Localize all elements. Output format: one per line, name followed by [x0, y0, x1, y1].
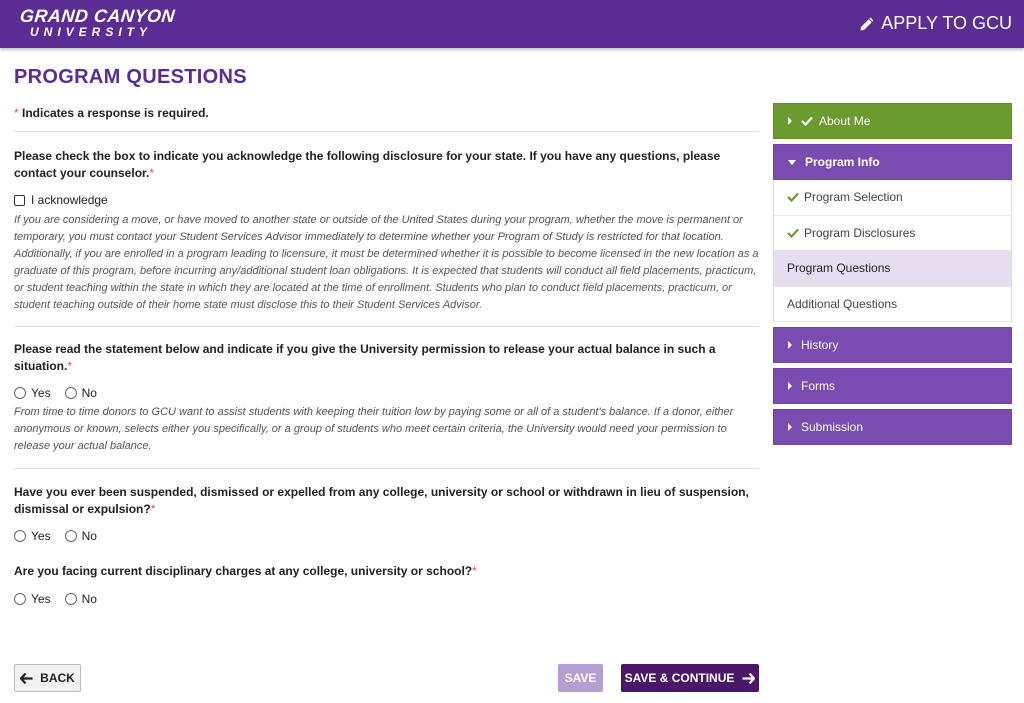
additional-questions-label: Additional Questions: [787, 296, 898, 311]
caret-right-icon: [788, 382, 792, 390]
check-icon: [801, 116, 813, 126]
program-info-label: Program Info: [805, 155, 880, 169]
sidebar-item-about-me[interactable]: [773, 103, 1012, 139]
acknowledge-label: I acknowledge: [31, 193, 108, 207]
required-star: *: [472, 564, 477, 578]
question-text: [14, 148, 759, 182]
check-icon: [787, 228, 799, 238]
disciplinary-yes[interactable]: [14, 592, 51, 606]
question-text: [14, 484, 759, 518]
caret-right-icon: [788, 341, 792, 349]
sidebar-sub-program-questions[interactable]: [773, 251, 1012, 287]
arrow-right-icon: [742, 673, 755, 684]
page-title: PROGRAM QUESTIONS: [14, 66, 247, 88]
pencil-icon: [859, 16, 875, 32]
required-star: *: [150, 502, 156, 516]
forms-label: Forms: [801, 379, 835, 393]
no-label: No: [81, 529, 97, 543]
radio-yes[interactable]: [14, 530, 26, 542]
required-note: [14, 104, 759, 132]
required-star: *: [67, 359, 73, 373]
question-state-disclosure: [14, 132, 759, 314]
sidebar-sub-program-disclosures[interactable]: [773, 216, 1012, 252]
sidebar-item-forms[interactable]: [773, 368, 1012, 404]
logo-line-1: GRAND CANYON: [18, 6, 177, 26]
apply-to-gcu-link[interactable]: [859, 13, 1012, 34]
balance-disclosure-text: From time to time donors to GCU want to assist students with keeping their tuition low by paying some or all of a student's balance. If a donor, either anonymous or known, selects either you specifically, or a group of students who meet certain criteria, the University would need your permission to release your actual balance.: [14, 406, 734, 452]
acknowledge-option[interactable]: [14, 193, 759, 207]
suspension-radio-group: [14, 529, 759, 543]
disciplinary-radio-group: [14, 592, 759, 606]
question-3-label: Have you ever been suspended, dismissed or expelled from any college, university or school or withdrawn in lieu of suspension, dismissal or expulsion?: [14, 485, 749, 516]
yes-label: Yes: [31, 592, 51, 606]
balance-release-radio-group: [14, 386, 759, 400]
question-text: [14, 563, 759, 580]
disciplinary-no[interactable]: [65, 592, 97, 606]
suspension-no[interactable]: [65, 529, 97, 543]
sidebar-item-history[interactable]: [773, 327, 1012, 363]
arrow-left-icon: [20, 673, 33, 684]
radio-no[interactable]: [65, 530, 77, 542]
radio-yes[interactable]: [14, 593, 26, 605]
program-questions-form: [14, 104, 759, 606]
program-questions-label: Program Questions: [787, 261, 891, 276]
about-me-label: About Me: [819, 114, 871, 128]
radio-no[interactable]: [65, 593, 77, 605]
caret-right-icon: [788, 423, 792, 431]
state-disclosure-text: If you are considering a move, or have moved to another state or outside of the United States during your program, whether the move is permanent or temporary, you must contact your Student Services Advisor immediately to determine whether your Program of Study is restricted for that location. Additionally, if you are enrolled in a program leading to licensure, it must be determined whether it is possible to become licensed in the new location as a graduate of this program, before incurring any/additional student loan obligations. It is expected that students will conduct all field placements, practicum, or student teaching within the state in which they are located at the time of enrollment. Students who plan to conduct field placements, practicum, or student teaching outside of their home state must disclose this to their Student Services Advisor.: [14, 214, 759, 311]
question-2-label: Please read the statement below and indicate if you give the University permission to release your actual balance in such a situation.: [14, 342, 716, 373]
balance-release-no[interactable]: [65, 386, 97, 400]
acknowledge-checkbox[interactable]: [14, 195, 25, 206]
sidebar-item-submission[interactable]: [773, 409, 1012, 445]
apply-label: APPLY TO GCU: [881, 13, 1012, 33]
no-label: No: [81, 592, 97, 606]
question-balance-release: [14, 327, 759, 455]
suspension-yes[interactable]: [14, 529, 51, 543]
history-label: History: [801, 338, 839, 352]
caret-down-icon: [788, 160, 796, 165]
radio-no[interactable]: [65, 387, 77, 399]
back-button[interactable]: [14, 664, 81, 692]
submission-label: Submission: [801, 420, 864, 434]
radio-yes[interactable]: [14, 387, 26, 399]
save-button[interactable]: [558, 664, 603, 692]
gcu-logo[interactable]: [20, 7, 175, 38]
question-text: [14, 341, 759, 375]
sidebar-item-program-info[interactable]: [773, 144, 1012, 180]
required-star: *: [149, 166, 155, 180]
yes-label: Yes: [31, 529, 51, 543]
save-label: SAVE: [564, 671, 597, 685]
top-header: [0, 0, 1024, 48]
application-progress-sidebar: [773, 103, 1012, 445]
back-label: BACK: [40, 671, 75, 685]
sidebar-sub-program-selection[interactable]: [773, 180, 1012, 216]
balance-release-yes[interactable]: [14, 386, 51, 400]
question-1-label: Please check the box to indicate you acknowledge the following disclosure for your state. If you have any questions, please contact your counselor.: [14, 149, 721, 180]
yes-label: Yes: [31, 386, 51, 400]
question-disciplinary: [14, 543, 759, 606]
question-4-label: Are you facing current disciplinary charges at any college, university or school?: [14, 564, 473, 578]
no-label: No: [81, 386, 97, 400]
question-suspension: [14, 469, 759, 543]
check-icon: [787, 192, 799, 202]
required-note-text: Indicates a response is required.: [18, 106, 209, 120]
required-star: *: [14, 106, 19, 120]
sidebar-sub-additional-questions[interactable]: [773, 287, 1012, 323]
save-continue-button[interactable]: [621, 664, 759, 692]
save-continue-label: SAVE & CONTINUE: [624, 671, 735, 685]
program-selection-label: Program Selection: [804, 190, 903, 205]
logo-line-2: UNIVERSITY: [30, 25, 153, 39]
program-disclosures-label: Program Disclosures: [804, 225, 916, 240]
caret-right-icon: [788, 117, 792, 125]
